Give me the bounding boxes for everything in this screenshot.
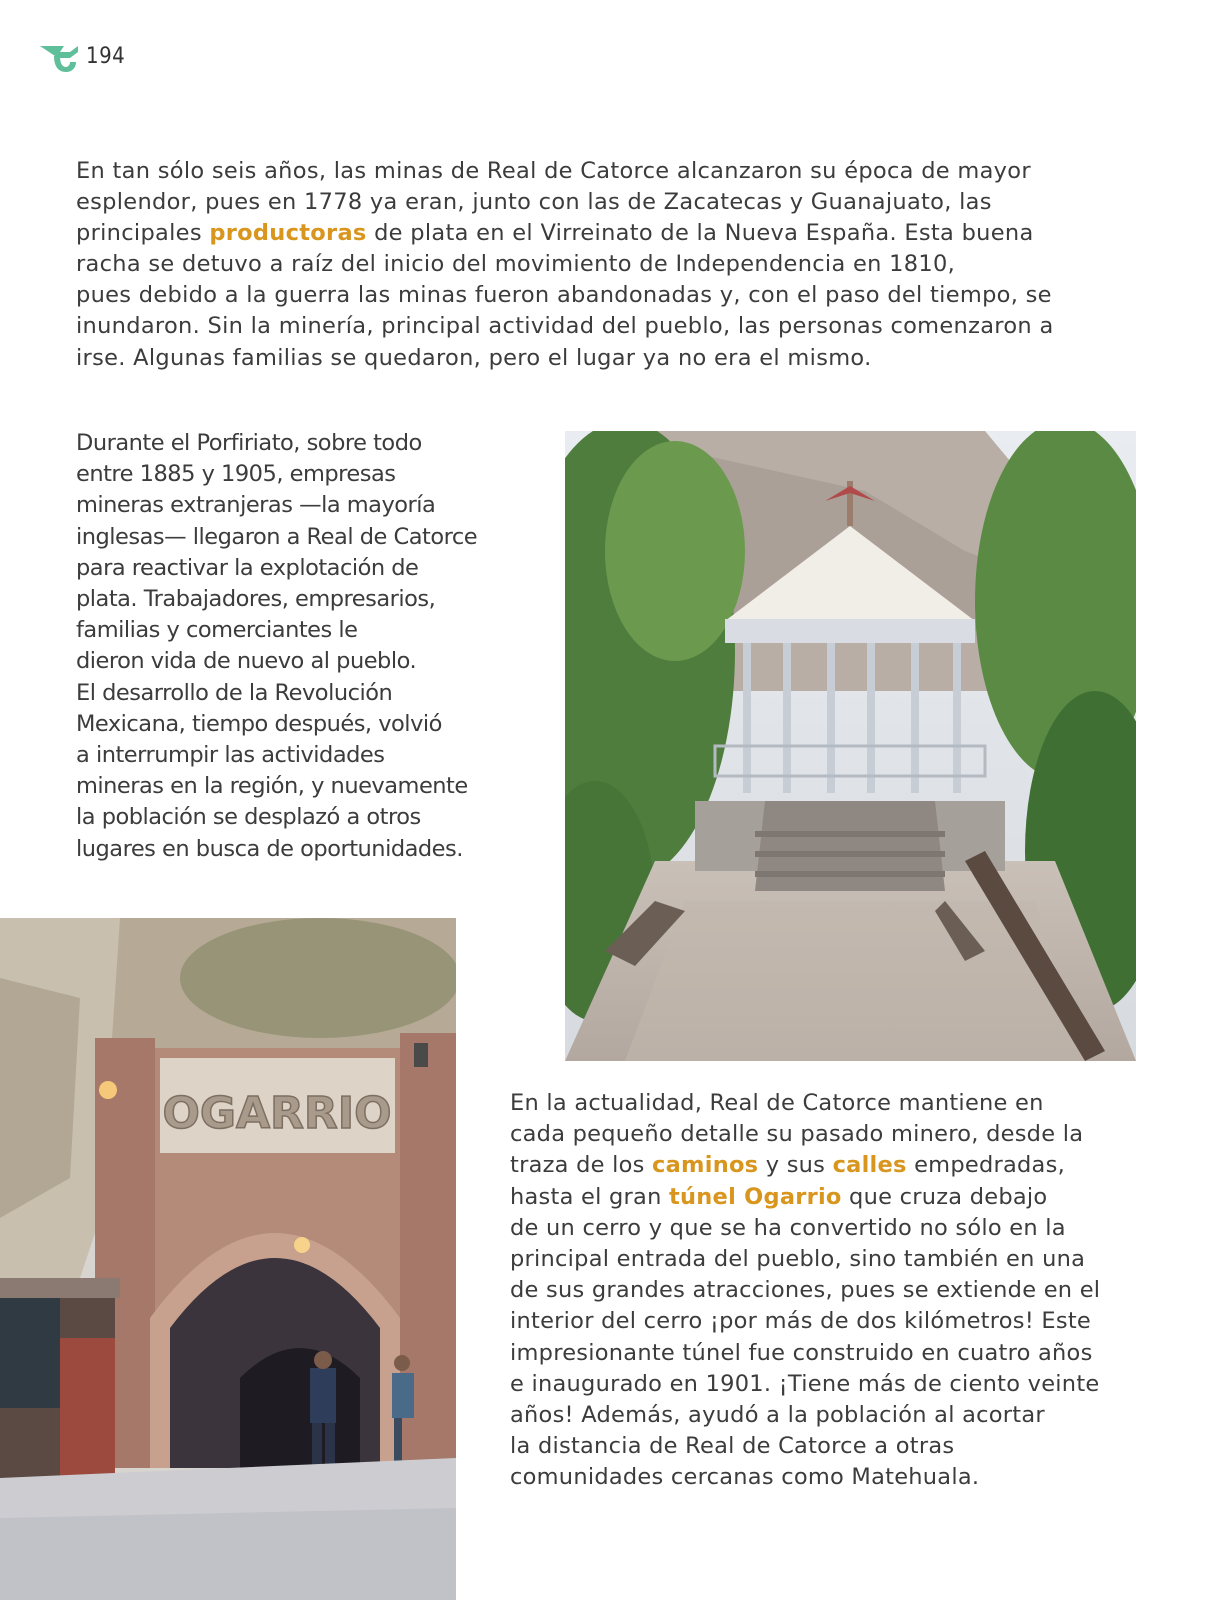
text-line: pues debido a la guerra las minas fueron abandonadas y, con el paso del tiempo, se: [76, 282, 1052, 309]
text-line: inundaron. Sin la minería, principal actividad del pueblo, las personas comenzaron a: [76, 313, 1054, 340]
text-line: Durante el Porfiriato, sobre todo: [76, 430, 422, 456]
text-line: comunidades cercanas como Matehuala.: [510, 1464, 980, 1491]
text-line: irse. Algunas familias se quedaron, pero el lugar ya no era el mismo.: [76, 344, 872, 371]
book-logo-icon: [40, 42, 80, 76]
text-line: mineras en la región, y nuevamente: [76, 773, 468, 800]
text-line: inglesas— llegaron a Real de Catorce: [76, 523, 478, 550]
kiosk-photo: [565, 431, 1136, 1061]
text-line: dieron vida de nuevo al pueblo.: [76, 648, 417, 675]
keyword-caminos: caminos: [652, 1152, 759, 1179]
text-line: esplendor, pues en 1778 ya eran, junto con las de Zacatecas y Guanajuato, las: [76, 189, 992, 216]
paragraph-intro: [76, 156, 1136, 374]
tunnel-photo: [0, 918, 456, 1600]
text-line: impresionante túnel fue construido en cuatro años: [510, 1339, 1093, 1366]
text-line: familias y comerciantes le: [76, 617, 358, 644]
text-line: El desarrollo de la Revolución: [76, 679, 393, 706]
text-line: de un cerro y que se ha convertido no sólo en la: [510, 1214, 1066, 1241]
text-line: traza de los caminos y sus calles empedradas,: [510, 1152, 1065, 1179]
text-line: En la actualidad, Real de Catorce mantiene en: [510, 1090, 1044, 1116]
text-line: la población se desplazó a otros: [76, 804, 421, 831]
text-line: entre 1885 y 1905, empresas: [76, 461, 396, 488]
text-line: lugares en busca de oportunidades.: [76, 835, 463, 862]
text-line: mineras extranjeras —la mayoría: [76, 492, 436, 519]
text-line: principales productoras de plata en el Virreinato de la Nueva España. Esta buena: [76, 220, 1034, 247]
text-line: para reactivar la explotación de: [76, 554, 419, 581]
paragraph-actualidad: [510, 1088, 1150, 1494]
text-line: de sus grandes atracciones, pues se extiende en el: [510, 1277, 1101, 1304]
text-line: a interrumpir las actividades: [76, 742, 385, 769]
page-number: 194: [86, 44, 126, 69]
text-line: principal entrada del pueblo, sino también en una: [510, 1246, 1086, 1273]
paragraph-porfiriato: [76, 428, 536, 865]
tunnel-sign-text: OGARRIO: [162, 1088, 392, 1139]
keyword-calles: calles: [832, 1152, 907, 1179]
text-line: Mexicana, tiempo después, volvió: [76, 710, 442, 737]
text-line: plata. Trabajadores, empresarios,: [76, 586, 436, 613]
text-line: racha se detuvo a raíz del inicio del movimiento de Independencia en 1810,: [76, 251, 956, 278]
text-line: e inaugurado en 1901. ¡Tiene más de ciento veinte: [510, 1370, 1100, 1397]
text-line: cada pequeño detalle su pasado minero, desde la: [510, 1121, 1084, 1148]
text-line: la distancia de Real de Catorce a otras: [510, 1433, 955, 1460]
text-line: años! Además, ayudó a la población al acortar: [510, 1402, 1045, 1429]
keyword-tunel-ogarrio: túnel Ogarrio: [669, 1183, 842, 1210]
text-line: hasta el gran túnel Ogarrio que cruza debajo: [510, 1183, 1048, 1210]
keyword-productoras: productoras: [209, 220, 367, 247]
text-line: En tan sólo seis años, las minas de Real de Catorce alcanzaron su época de mayor: [76, 158, 1031, 184]
text-line: interior del cerro ¡por más de dos kilómetros! Este: [510, 1308, 1092, 1335]
